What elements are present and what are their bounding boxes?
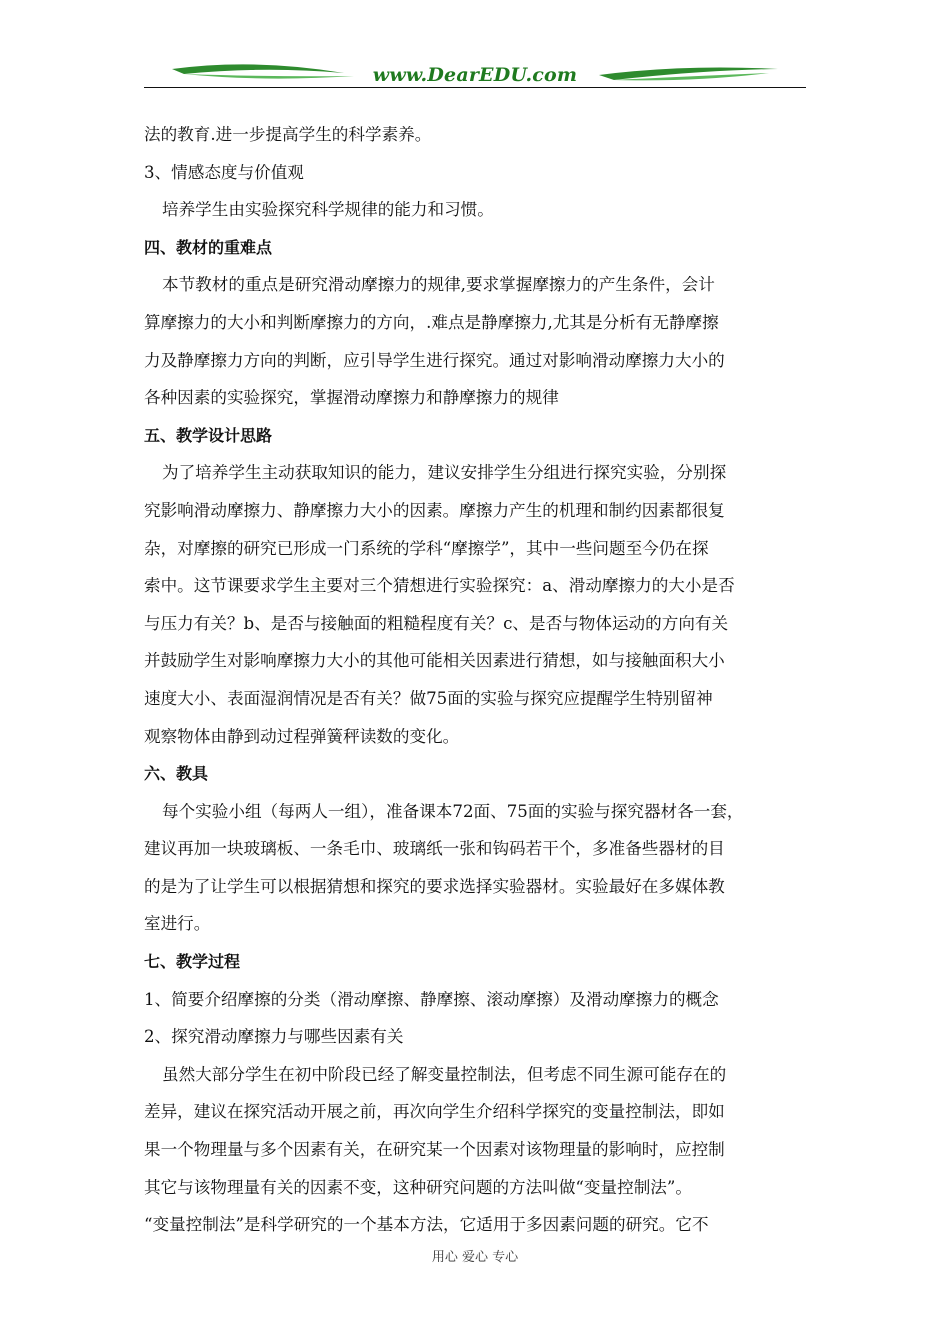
text-line: 杂，对摩擦的研究已形成一门系统的学科“摩擦学”，其中一些问题至今仍在探 xyxy=(144,538,709,558)
text-line: 的是为了让学生可以根据猜想和探究的要求选择实验器材。实验最好在多媒体教 xyxy=(144,876,725,896)
text-line: 为了培养学生主动获取知识的能力，建议安排学生分组进行探究实验，分别探 xyxy=(162,463,727,483)
text-line: 速度大小、表面湿润情况是否有关？做75面的实验与探究应提醒学生特别留神 xyxy=(144,688,713,708)
section-heading: 六、教具 xyxy=(144,764,209,784)
text-line: 究影响滑动摩擦力、静摩擦力大小的因素。摩擦力产生的机理和制约因素都很复 xyxy=(144,500,725,520)
text-line: 本节教材的重点是研究滑动摩擦力的规律,要求掌握摩擦力的产生条件，会计 xyxy=(162,275,715,295)
text-line: 并鼓励学生对影响摩擦力大小的其他可能相关因素进行猜想，如与接触面积大小 xyxy=(144,651,725,671)
text-line: 1、简要介绍摩擦的分类（滑动摩擦、静摩擦、滚动摩擦）及滑动摩擦力的概念 xyxy=(144,989,719,1009)
text-line: 法的教育.进一步提高学生的科学素养。 xyxy=(144,125,432,144)
text-line: 果一个物理量与多个因素有关，在研究某一个因素对该物理量的影响时，应控制 xyxy=(144,1140,725,1160)
text-line: 其它与该物理量有关的因素不变，这种研究问题的方法叫做“变量控制法”。 xyxy=(144,1177,692,1197)
text-line: 观察物体由静到动过程弹簧秤读数的变化。 xyxy=(144,726,460,746)
text-line: 与压力有关？b、是否与接触面的粗糙程度有关？c、是否与物体运动的方向有关 xyxy=(144,613,729,633)
text-line: 力及静摩擦力方向的判断，应引导学生进行探究。通过对影响滑动摩擦力大小的 xyxy=(144,350,725,370)
header-divider xyxy=(144,87,806,88)
text-line: 2、探究滑动摩擦力与哪些因素有关 xyxy=(144,1027,404,1047)
text-line: 3、情感态度与价值观 xyxy=(144,162,304,182)
text-line: 虽然大部分学生在初中阶段已经了解变量控制法，但考虑不同生源可能存在的 xyxy=(162,1064,727,1084)
text-line: 差异，建议在探究活动开展之前，再次向学生介绍科学探究的变量控制法，即如 xyxy=(144,1102,725,1122)
site-logo-text: www.DearEDU.com xyxy=(372,64,578,86)
text-line: 建议再加一块玻璃板、一条毛巾、玻璃纸一张和钩码若干个，多准备些器材的目 xyxy=(144,839,725,859)
text-line: 索中。这节课要求学生主要对三个猜想进行实验探究：a、滑动摩擦力的大小是否 xyxy=(144,576,735,596)
page-footer: 用心 爱心 专心 xyxy=(431,1250,519,1265)
section-heading: 四、教材的重难点 xyxy=(144,237,273,257)
text-line: “变量控制法”是科学研究的一个基本方法，它适用于多因素问题的研究。它不 xyxy=(144,1215,709,1235)
text-line: 每个实验小组（每两人一组），准备课本72面、75面的实验与探究器材各一套， xyxy=(162,801,744,821)
text-line: 室进行。 xyxy=(144,914,211,934)
text-line: 各种因素的实验探究，掌握滑动摩擦力和静摩擦力的规律 xyxy=(144,388,559,408)
text-line: 培养学生由实验探究科学规律的能力和习惯。 xyxy=(162,200,494,220)
section-heading: 五、教学设计思路 xyxy=(144,425,273,445)
section-heading: 七、教学过程 xyxy=(144,952,241,972)
text-line: 算摩擦力的大小和判断摩擦力的方向，.难点是静摩擦力,尤其是分析有无静摩擦 xyxy=(144,312,719,332)
document-body xyxy=(144,116,806,1244)
